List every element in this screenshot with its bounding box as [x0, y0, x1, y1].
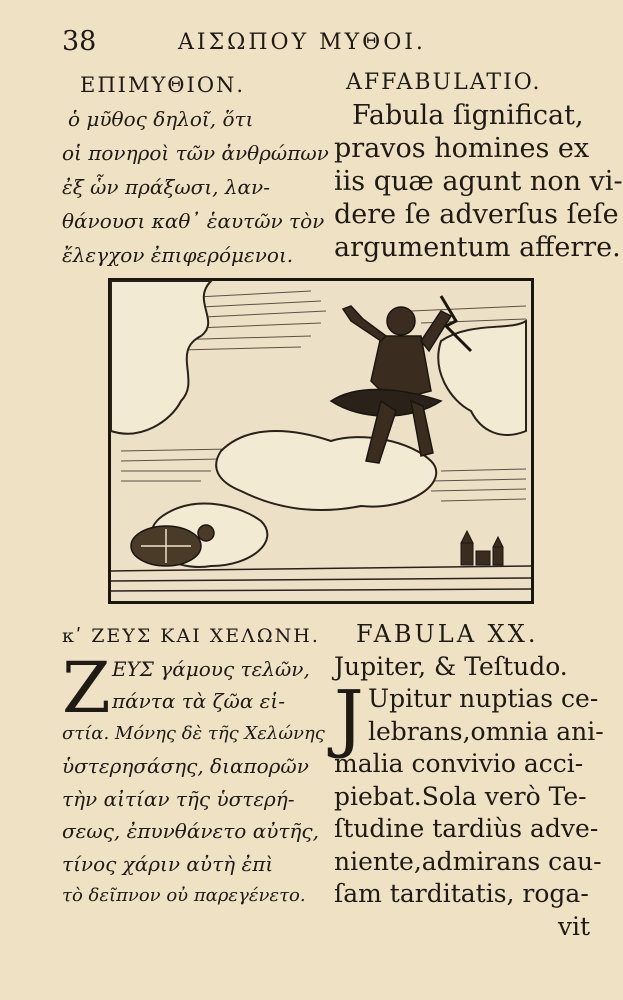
- greek-moral-heading: ΕΠΙΜΥΘΙΟΝ.: [80, 73, 246, 97]
- latin-fable-line: piebat.Sola verò Te-: [334, 781, 587, 811]
- latin-moral-line: Fabula ſignificat,: [352, 100, 584, 131]
- woodcut-illustration: [108, 278, 534, 604]
- latin-fable-line: malia convivio acci-: [334, 749, 584, 778]
- latin-fable-line: Upitur nuptias ce-: [368, 684, 599, 713]
- latin-moral-line: iis quæ agunt non vi-: [334, 166, 623, 197]
- greek-fable-line: τίνος χάριν αὐτὴ ἐπὶ: [62, 851, 274, 876]
- latin-fable-line: ſtudine tardiùs adve-: [334, 814, 599, 843]
- running-title: ΑΙΣΩΠΟΥ ΜΥΘΟΙ.: [178, 30, 426, 55]
- greek-fable-line: τὴν αἰτίαν τῆς ὑστερή-: [62, 786, 295, 811]
- page-number: 38: [62, 26, 97, 57]
- greek-fable-line: ΕΥΣ γάμους τελῶν,: [112, 656, 310, 681]
- latin-fable-column: [334, 618, 604, 943]
- latin-fable-heading: FABULA XX.: [356, 620, 539, 648]
- latin-drop-cap: J: [334, 675, 364, 761]
- greek-moral-line: θάνουσι καθ᾽ ἑαυτῶν τὸν: [62, 209, 325, 233]
- latin-fable-subheading: Jupiter, & Teſtudo.: [334, 651, 568, 681]
- jupiter-tortoise-woodcut: [111, 281, 531, 601]
- greek-fable-line: στία. Μόνης δὲ τῆς Χελώνης: [62, 722, 325, 744]
- greek-moral-line: ἔλεγχον ἐπιφερόμενοι.: [62, 243, 294, 267]
- latin-moral-column: [334, 66, 623, 264]
- latin-fable-body: [334, 675, 604, 943]
- greek-fable-line: τὸ δεῖπνον οὐ παρεγένετο.: [62, 885, 306, 906]
- latin-fable-line: niente,admirans cau-: [334, 846, 602, 876]
- latin-moral-heading: AFFABULATIO.: [346, 70, 542, 95]
- latin-moral-line: argumentum afferre.: [334, 232, 621, 263]
- greek-fable-body: [62, 646, 325, 913]
- latin-fable-line: ſam tarditatis, roga-: [334, 879, 589, 908]
- greek-drop-cap: Z: [62, 646, 111, 729]
- greek-moral-column: [62, 68, 329, 272]
- greek-fable-line: πάντα τὰ ζῶα εἱ-: [112, 689, 286, 713]
- greek-fable-heading: κʹ ΖΕΥΣ ΚΑΙ ΧΕΛΩΝΗ.: [62, 625, 320, 647]
- latin-moral-line: dere ſe adverſus ſeſe: [334, 199, 619, 230]
- greek-fable-line: σεως, ἐπυνθάνετο αὐτῆς,: [62, 819, 319, 843]
- latin-fable-catchword: vit: [557, 911, 590, 941]
- greek-moral-line: οἱ πονηροὶ τῶν ἀνθρώπων: [62, 141, 329, 165]
- greek-fable-line: ὑστερησάσης, διαπορῶν: [62, 754, 309, 778]
- greek-moral-line: ἐξ ὧν πράξωσι, λαν-: [62, 175, 270, 199]
- greek-moral-line: ὁ μῦθος δηλοῖ, ὅτι: [68, 107, 254, 131]
- latin-moral-line: pravos homines ex: [334, 133, 590, 164]
- page-header: [62, 26, 574, 62]
- greek-fable-column: [62, 620, 324, 913]
- latin-fable-line: lebrans,omnia ani-: [368, 716, 604, 746]
